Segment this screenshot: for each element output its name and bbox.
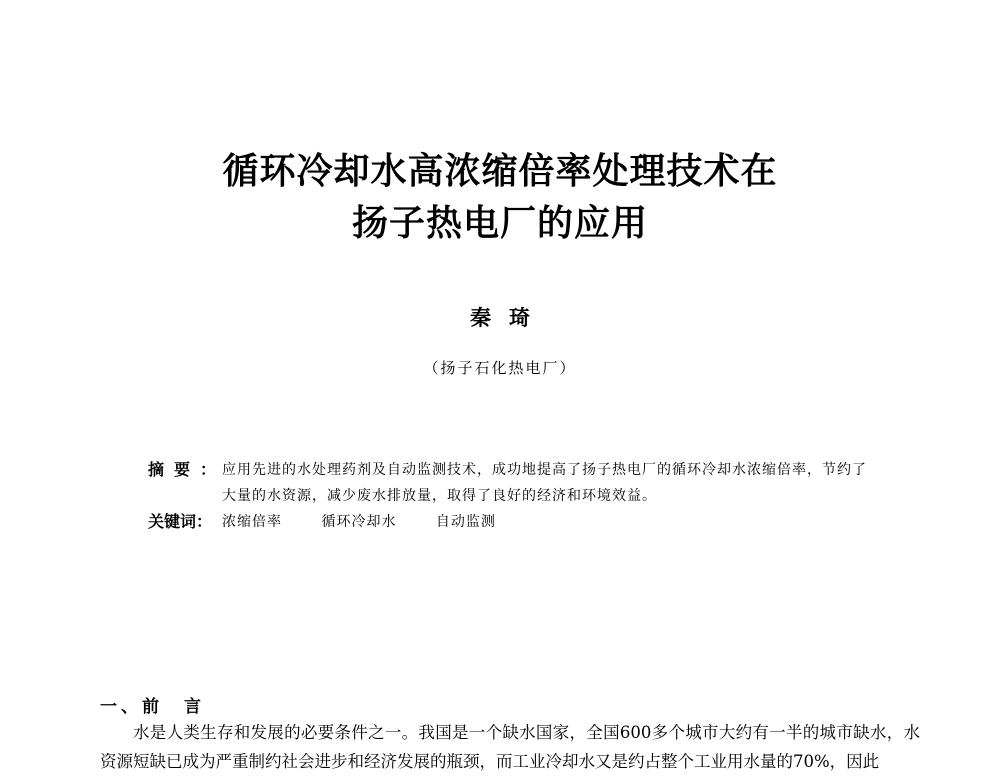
intro-paragraph: 水是人类生存和发展的必要条件之一。我国是一个缺水国家，全国600多个城市大约有一半的城市缺水，水资源短缺已成为严重制约社会进步和经济发展的瓶颈，而工业冷却水又是约占整个工业用水量的70%，因此 (100, 723, 920, 771)
paper-title (0, 146, 1000, 250)
author-name: 秦琦 (470, 305, 548, 330)
abstract-text: 应用先进的水处理药剂及自动监测技术，成功地提高了扬子热电厂的循环冷却水浓缩倍率，节约了大量的水资源，减少废水排放量，取得了良好的经济和环境效益。 (222, 462, 867, 504)
abstract-row (148, 457, 868, 509)
keywords-label: 关键词： (148, 512, 213, 531)
author-affiliation: （扬子石化热电厂） (423, 359, 577, 377)
keywords-row (148, 509, 868, 535)
keyword-item: 浓缩倍率 (222, 514, 282, 530)
section-heading: 一、前 言 (100, 697, 205, 717)
title-line-1: 循环冷却水高浓缩倍率处理技术在 (222, 151, 778, 192)
abstract-block (148, 457, 868, 535)
abstract-label: 摘要： (148, 460, 227, 479)
keyword-item: 自动监测 (435, 514, 496, 530)
title-line-2: 扬子热电厂的应用 (351, 203, 648, 244)
keyword-item: 循环冷却水 (321, 514, 397, 530)
body-text (100, 718, 920, 776)
